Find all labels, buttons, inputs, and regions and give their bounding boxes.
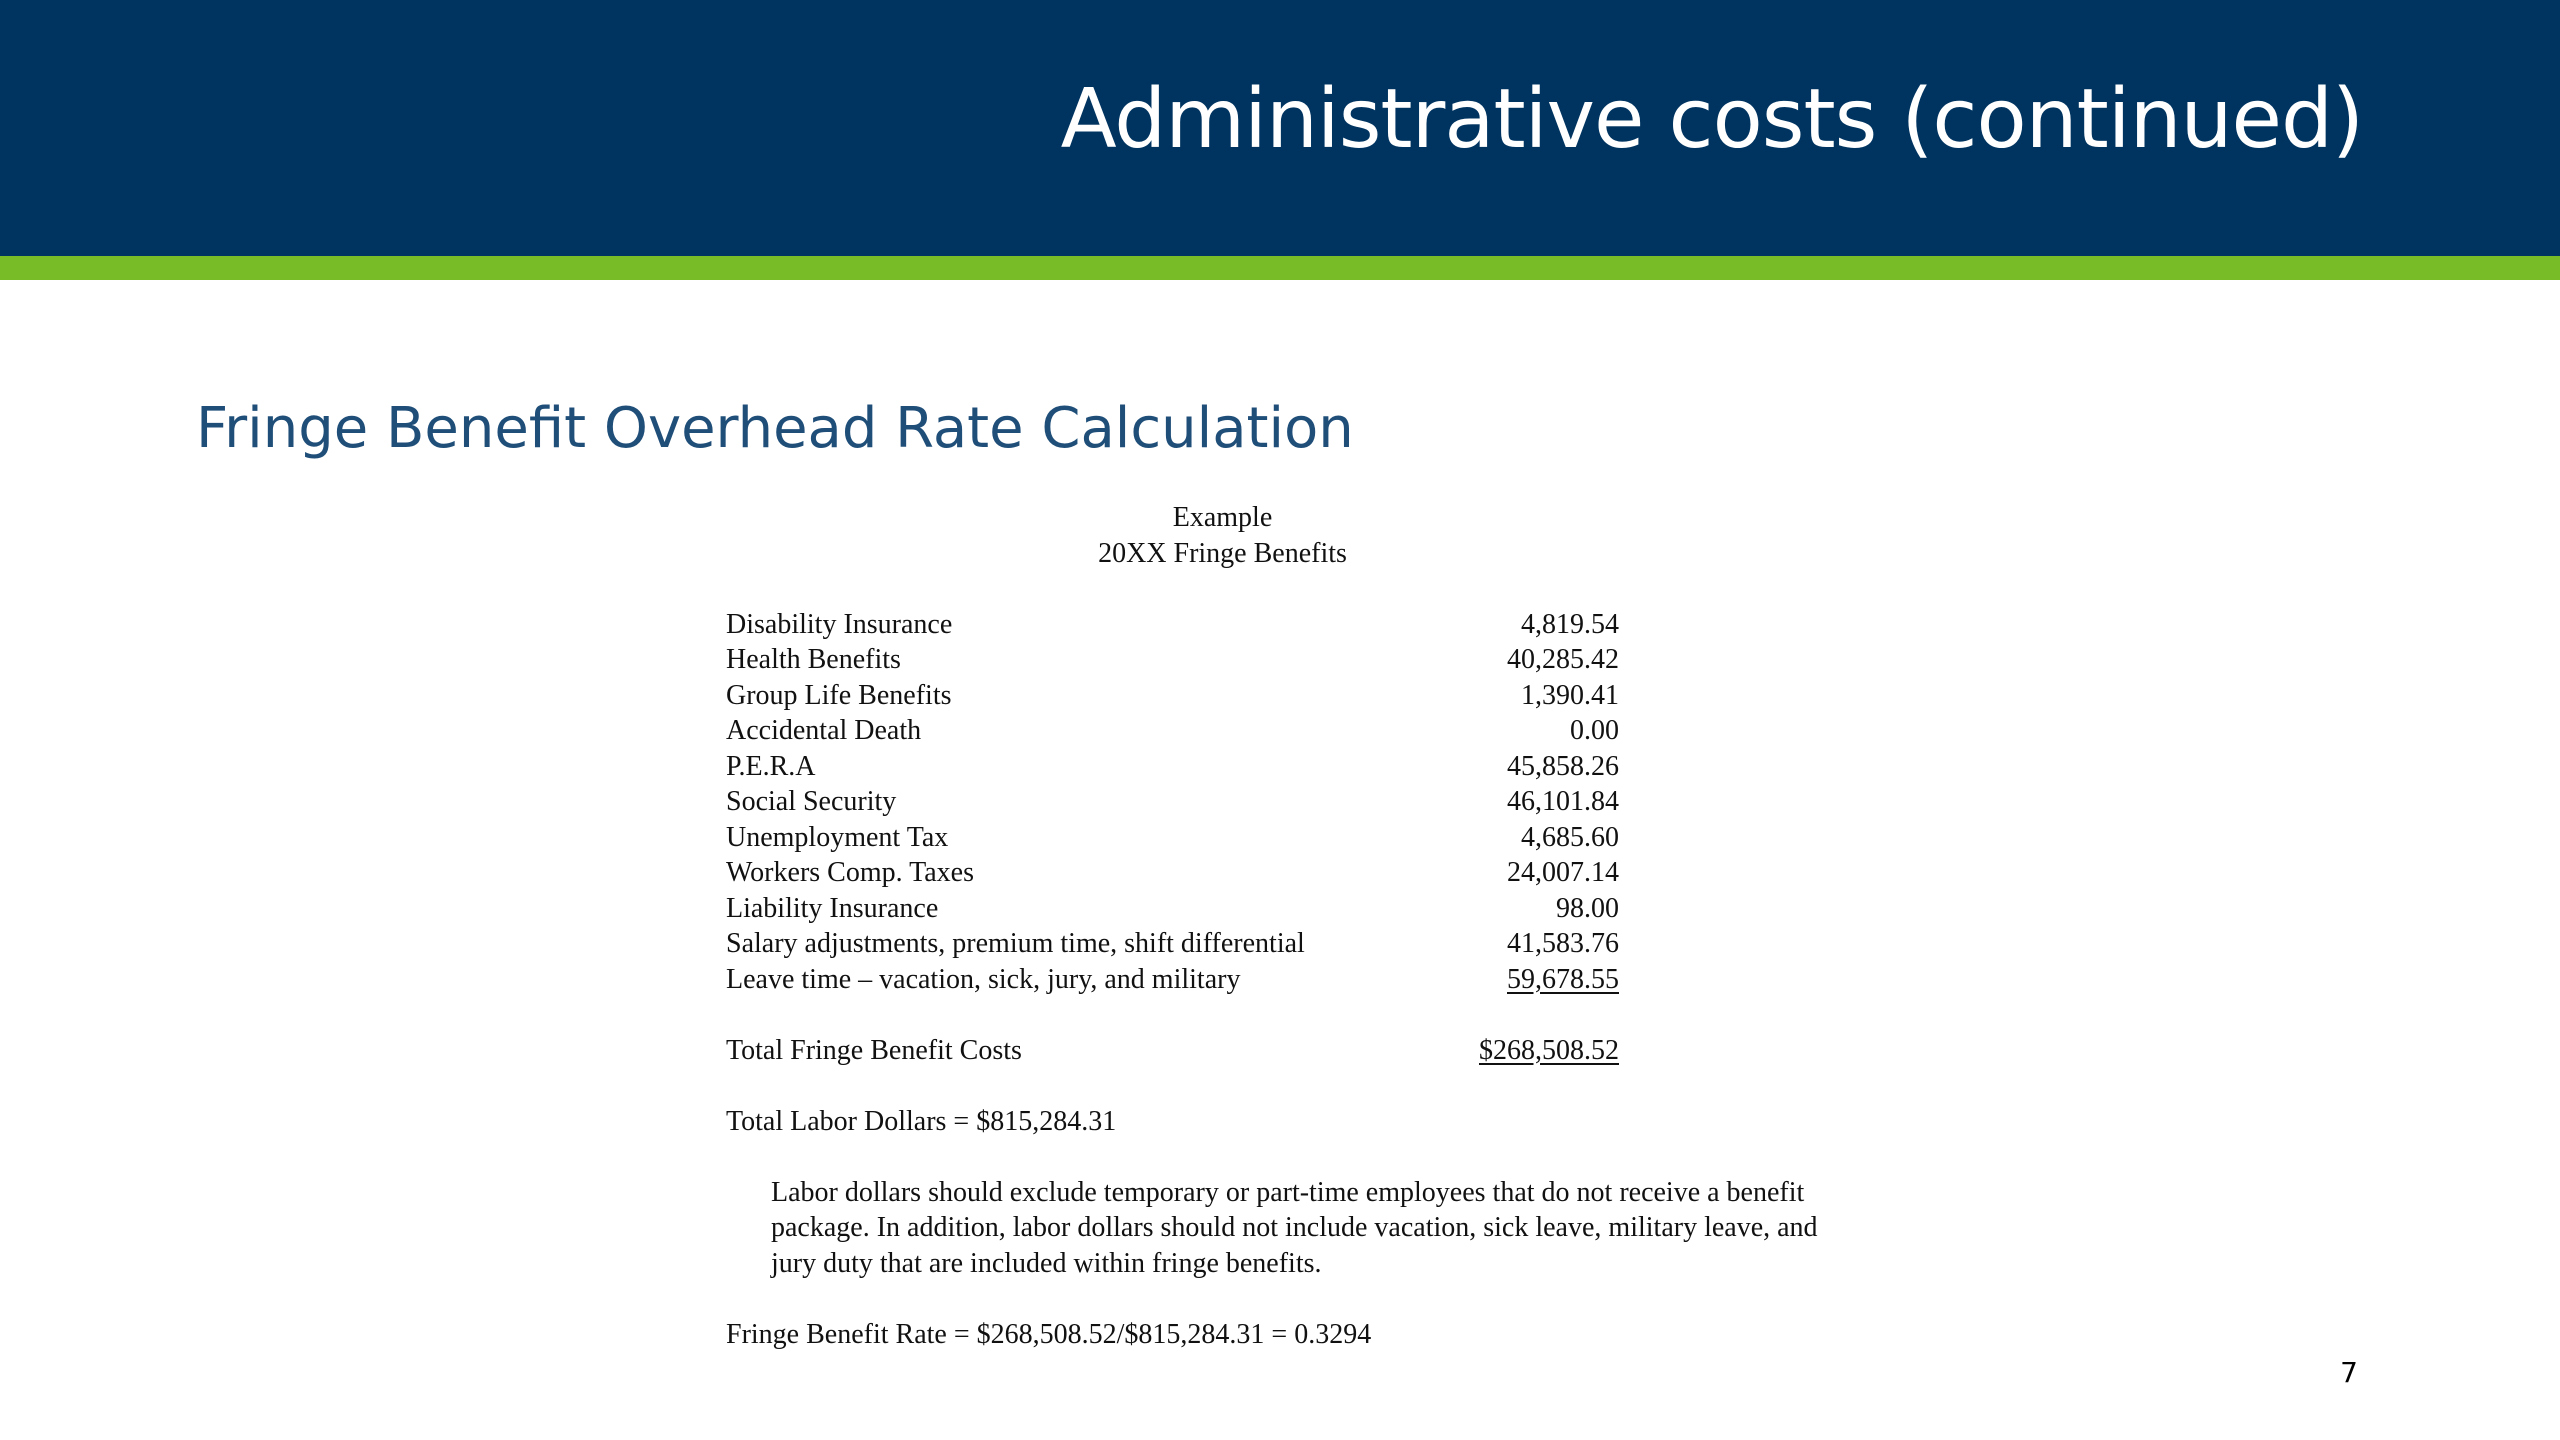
accent-stripe [0,256,2560,280]
list-item [726,749,1619,785]
item-label: Health Benefits [726,644,901,675]
spacer [726,1139,1886,1175]
list-item [726,642,1619,678]
item-label: Social Security [726,786,897,817]
list-item [726,891,1619,927]
list-item [726,855,1619,891]
list-item [726,962,1619,998]
page-number: 7 [2340,1356,2358,1389]
item-amount: 45,858.26 [1507,750,1619,782]
item-label: Disability Insurance [726,608,953,640]
item-amount: 0.00 [1570,715,1619,746]
item-label: P.E.R.A [726,750,816,782]
item-label: Group Life Benefits [726,679,952,711]
item-amount: 24,007.14 [1507,857,1619,888]
spacer [726,1281,1886,1317]
item-amount: 4,685.60 [1521,821,1619,853]
spacer [726,571,1886,607]
labor-note: Labor dollars should exclude temporary or part-time employees that do not receive a benefit package. In addition, labor dollars should not include vacation, sick leave, military leave, and jury duty that are included within fringe benefits. [771,1176,1818,1279]
document-title [726,500,1719,571]
document-title-line-2: 20XX Fringe Benefits [1098,537,1347,569]
item-label: Workers Comp. Taxes [726,857,975,888]
item-amount: 98.00 [1556,892,1619,924]
total-label: Total Fringe Benefit Costs [726,1034,1022,1066]
fringe-rate-line: Fringe Benefit Rate = $268,508.52/$815,284.31 = 0.3294 [726,1318,1372,1350]
item-label: Liability Insurance [726,892,939,924]
list-item [726,820,1619,856]
item-label: Unemployment Tax [726,821,949,853]
item-amount: 40,285.42 [1507,644,1619,675]
list-item [726,784,1619,820]
list-item [726,713,1619,749]
item-amount: 59,678.55 [1507,963,1619,995]
document-title-line-1: Example [1172,502,1273,533]
item-label: Leave time – vacation, sick, jury, and military [726,963,1241,995]
list-item [726,607,1619,643]
spacer [726,997,1886,1033]
fringe-benefit-document [726,500,1886,1352]
section-heading: Fringe Benefit Overhead Rate Calculation [196,396,1354,461]
item-amount: 4,819.54 [1521,608,1619,640]
item-amount: 46,101.84 [1507,786,1619,817]
total-amount: $268,508.52 [1479,1034,1619,1066]
list-item [726,926,1619,962]
item-amount: 41,583.76 [1507,928,1619,959]
benefit-items-list [726,607,1886,998]
labor-dollars-line: Total Labor Dollars = $815,284.31 [726,1105,1117,1137]
item-amount: 1,390.41 [1521,679,1619,711]
spacer [726,1068,1886,1104]
slide-title: Administrative costs (continued) [1060,72,2363,167]
item-label: Accidental Death [726,715,922,746]
total-row [726,1033,1619,1069]
item-label: Salary adjustments, premium time, shift differential [726,928,1305,959]
list-item [726,678,1619,714]
